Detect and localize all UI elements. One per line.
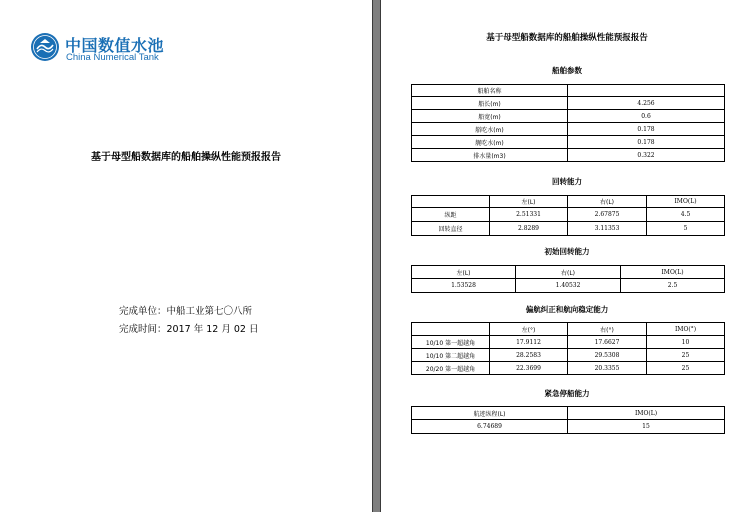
- table-cell: 20.3355: [568, 362, 647, 375]
- yaw-checking-table: [411, 322, 725, 375]
- table-cell: 10: [647, 336, 725, 349]
- table-cell: 左(L): [490, 196, 568, 208]
- ship-params-table: [411, 84, 725, 162]
- table-cell: 29.5308: [568, 349, 647, 362]
- table-cell: 排水量(m3): [412, 149, 568, 162]
- table-cell: 艏吃水(m): [412, 123, 568, 136]
- table-cell: 左(°): [490, 323, 568, 336]
- report-title: 基于母型船数据库的船舶操纵性能预报报告: [486, 33, 648, 43]
- table-row: [412, 97, 725, 110]
- table-cell: 4.256: [568, 97, 725, 110]
- table-row: [412, 136, 725, 149]
- table-cell: 纵距: [412, 208, 490, 222]
- table-cell: 25: [647, 362, 725, 375]
- table-cell: IMO(L): [568, 407, 725, 420]
- stopping-table: [411, 406, 725, 434]
- table-row: [412, 420, 725, 434]
- table-cell: 船舶名称: [412, 85, 568, 97]
- table-cell: 2.67875: [568, 208, 647, 222]
- table-cell: IMO(L): [647, 196, 725, 208]
- table-row: [412, 323, 725, 336]
- table-cell: 10/10 第二超越角: [412, 349, 490, 362]
- table-cell: 0.178: [568, 123, 725, 136]
- table-cell: [412, 323, 490, 336]
- table-cell: 0.178: [568, 136, 725, 149]
- table-cell: 15: [568, 420, 725, 434]
- table-cell: 船宽(m): [412, 110, 568, 123]
- cover-title: 基于母型船数据库的船舶操纵性能预报报告: [91, 152, 281, 163]
- report-page: [381, 0, 753, 512]
- table-cell: 6.74689: [412, 420, 568, 434]
- table-cell: 28.2583: [490, 349, 568, 362]
- table-row: [412, 362, 725, 375]
- table-cell: 1.40532: [516, 279, 621, 293]
- table-cell: 17.9112: [490, 336, 568, 349]
- table-row: [412, 279, 725, 293]
- turning-table: [411, 195, 725, 236]
- completion-time: 完成时间：2017 年 12 月 02 日: [119, 324, 259, 335]
- page-edge-divider: [372, 0, 373, 512]
- table-cell: 2.8289: [490, 222, 568, 236]
- wave-emblem-icon: [30, 32, 60, 62]
- section-title-ship-params: 船舶参数: [552, 66, 582, 75]
- table-row: [412, 123, 725, 136]
- table-cell: 航迹纵程(L): [412, 407, 568, 420]
- logo: [30, 32, 180, 64]
- table-cell: 右(L): [516, 266, 621, 279]
- table-cell: 22.3699: [490, 362, 568, 375]
- table-cell: 0.322: [568, 149, 725, 162]
- table-cell: 0.6: [568, 110, 725, 123]
- table-row: [412, 266, 725, 279]
- table-row: [412, 222, 725, 236]
- section-title-turning: 回转能力: [552, 177, 582, 186]
- table-row: [412, 110, 725, 123]
- table-cell: 25: [647, 349, 725, 362]
- completion-unit: 完成单位：中船工业第七〇八所: [119, 306, 253, 317]
- table-row: [412, 349, 725, 362]
- table-cell: IMO(°): [647, 323, 725, 336]
- table-cell: IMO(L): [621, 266, 725, 279]
- logo-english-name: China Numerical Tank: [66, 52, 159, 63]
- table-row: [412, 208, 725, 222]
- table-cell: 艉吃水(m): [412, 136, 568, 149]
- table-cell: 5: [647, 222, 725, 236]
- section-title-stopping: 紧急停船能力: [544, 389, 590, 398]
- table-cell: 1.53528: [412, 279, 516, 293]
- table-row: [412, 149, 725, 162]
- table-cell: 2.5: [621, 279, 725, 293]
- section-title-yaw-checking: 偏航纠正和航向稳定能力: [525, 305, 609, 314]
- table-row: [412, 85, 725, 97]
- table-cell: 左(L): [412, 266, 516, 279]
- table-row: [412, 407, 725, 420]
- table-cell: 船长(m): [412, 97, 568, 110]
- table-cell: 20/20 第一超越角: [412, 362, 490, 375]
- table-cell: 10/10 第一超越角: [412, 336, 490, 349]
- initial-turning-table: [411, 265, 725, 293]
- table-cell: 右(°): [568, 323, 647, 336]
- table-cell: 4.5: [647, 208, 725, 222]
- table-cell: 右(L): [568, 196, 647, 208]
- table-cell: 回转直径: [412, 222, 490, 236]
- table-cell: 17.6627: [568, 336, 647, 349]
- table-cell: [412, 196, 490, 208]
- table-row: [412, 196, 725, 208]
- table-cell: 2.51331: [490, 208, 568, 222]
- cover-page: [0, 0, 372, 512]
- section-title-initial-turning: 初始回转能力: [544, 247, 590, 256]
- table-cell: [568, 85, 725, 97]
- table-row: [412, 336, 725, 349]
- logo-chinese-name: 中国数值水池: [65, 36, 165, 55]
- table-cell: 3.11353: [568, 222, 647, 236]
